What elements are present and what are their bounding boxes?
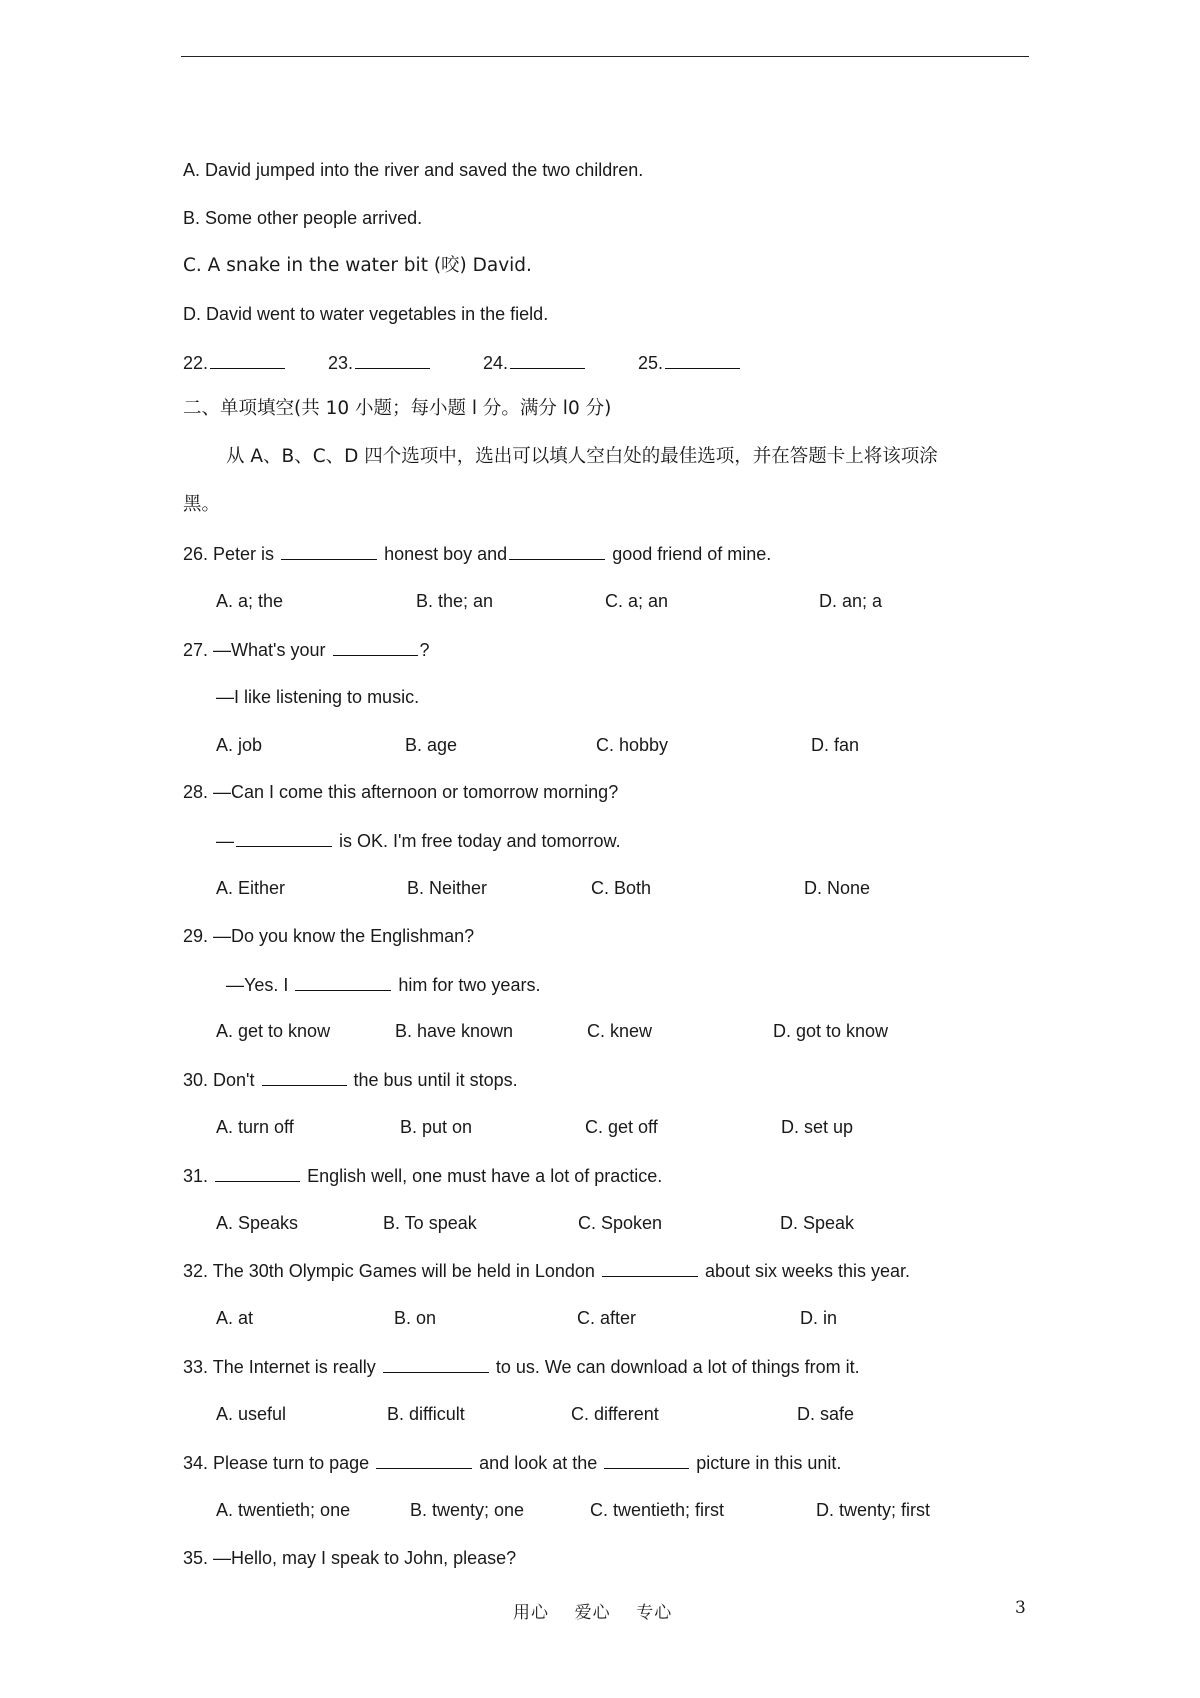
question-27: 27. —What's your ?	[183, 637, 430, 662]
q30-option-c[interactable]: C. get off	[585, 1117, 658, 1137]
q31-option-a[interactable]: A. Speaks	[216, 1213, 299, 1233]
story-event-d: D. David went to water vegetables in the field.	[183, 304, 549, 324]
section-heading: 二、单项填空(共 10 小题；每小题 l 分。满分 l0 分)	[183, 398, 612, 419]
answer-slot-24[interactable]: 24.	[483, 350, 587, 375]
section-instruction: 从 A、B、C、D 四个选项中，选出可以填人空白处的最佳选项，并在答题卡上将该项涂	[226, 446, 938, 467]
blank[interactable]	[215, 1163, 300, 1182]
q31-option-b[interactable]: B. To speak	[383, 1213, 477, 1233]
q28-option-b[interactable]: B. Neither	[407, 878, 488, 898]
q26-option-b[interactable]: B. the; an	[416, 591, 494, 611]
question-28-reply: — is OK. I'm free today and tomorrow.	[216, 828, 621, 853]
question-26: 26. Peter is honest boy and good friend of mine.	[183, 541, 771, 566]
question-34: 34. Please turn to page and look at the picture in this unit.	[183, 1450, 841, 1475]
q31-option-c[interactable]: C. Spoken	[578, 1213, 663, 1233]
blank[interactable]	[602, 1258, 698, 1277]
q34-option-c[interactable]: C. twentieth; first	[590, 1500, 725, 1520]
q34-option-a[interactable]: A. twentieth; one	[216, 1500, 351, 1520]
blank[interactable]	[236, 828, 332, 847]
question-28: 28. —Can I come this afternoon or tomorrow morning?	[183, 782, 619, 802]
section-instruction-cont: 黑。	[183, 494, 221, 515]
question-33: 33. The Internet is really to us. We can download a lot of things from it.	[183, 1354, 860, 1379]
blank[interactable]	[604, 1450, 689, 1469]
q28-option-c[interactable]: C. Both	[591, 878, 652, 898]
q27-option-c[interactable]: C. hobby	[596, 735, 669, 755]
footer-motto: 用心 爱心 专心	[513, 1603, 673, 1623]
q33-option-a[interactable]: A. useful	[216, 1404, 287, 1424]
question-32: 32. The 30th Olympic Games will be held in London about six weeks this year.	[183, 1258, 910, 1283]
answer-blank[interactable]	[210, 350, 285, 369]
blank[interactable]	[262, 1067, 347, 1086]
q26-option-c[interactable]: C. a; an	[605, 591, 669, 611]
answer-slot-25[interactable]: 25.	[638, 350, 742, 375]
story-event-a: A. David jumped into the river and saved the two children.	[183, 160, 644, 180]
q33-option-b[interactable]: B. difficult	[387, 1404, 465, 1424]
question-35: 35. —Hello, may I speak to John, please?	[183, 1548, 517, 1568]
q34-option-d[interactable]: D. twenty; first	[816, 1500, 931, 1520]
q32-option-d[interactable]: D. in	[800, 1308, 838, 1328]
question-27-reply: —I like listening to music.	[216, 687, 420, 707]
q26-option-a[interactable]: A. a; the	[216, 591, 284, 611]
q32-option-a[interactable]: A. at	[216, 1308, 254, 1328]
q29-option-c[interactable]: C. knew	[587, 1021, 653, 1041]
q27-option-a[interactable]: A. job	[216, 735, 263, 755]
story-event-c: C. A snake in the water bit (咬) David.	[183, 255, 532, 276]
answer-slot-23[interactable]: 23.	[328, 350, 432, 375]
page-number: 3	[1015, 1598, 1026, 1618]
question-29: 29. —Do you know the Englishman?	[183, 926, 475, 946]
q29-option-b[interactable]: B. have known	[395, 1021, 514, 1041]
q33-option-d[interactable]: D. safe	[797, 1404, 855, 1424]
header-rule	[181, 56, 1029, 57]
q28-option-d[interactable]: D. None	[804, 878, 871, 898]
blank[interactable]	[509, 541, 605, 560]
question-29-reply: —Yes. I him for two years.	[226, 972, 540, 997]
blank[interactable]	[333, 637, 418, 656]
q29-option-a[interactable]: A. get to know	[216, 1021, 331, 1041]
q31-option-d[interactable]: D. Speak	[780, 1213, 855, 1233]
q34-option-b[interactable]: B. twenty; one	[410, 1500, 525, 1520]
q27-option-b[interactable]: B. age	[405, 735, 458, 755]
story-event-b: B. Some other people arrived.	[183, 208, 423, 228]
blank[interactable]	[281, 541, 377, 560]
question-31: 31. English well, one must have a lot of practice.	[183, 1163, 662, 1188]
q26-option-d[interactable]: D. an; a	[819, 591, 883, 611]
q33-option-c[interactable]: C. different	[571, 1404, 659, 1424]
q30-option-b[interactable]: B. put on	[400, 1117, 473, 1137]
q32-option-b[interactable]: B. on	[394, 1308, 437, 1328]
q29-option-d[interactable]: D. got to know	[773, 1021, 889, 1041]
answer-blank[interactable]	[355, 350, 430, 369]
blank[interactable]	[383, 1354, 489, 1373]
answer-blank[interactable]	[510, 350, 585, 369]
q27-option-d[interactable]: D. fan	[811, 735, 860, 755]
blank[interactable]	[376, 1450, 472, 1469]
question-30: 30. Don't the bus until it stops.	[183, 1067, 518, 1092]
q30-option-d[interactable]: D. set up	[781, 1117, 854, 1137]
answer-slot-22[interactable]: 22.	[183, 350, 287, 375]
blank[interactable]	[295, 972, 391, 991]
q28-option-a[interactable]: A. Either	[216, 878, 286, 898]
q32-option-c[interactable]: C. after	[577, 1308, 637, 1328]
q30-option-a[interactable]: A. turn off	[216, 1117, 294, 1137]
answer-blank[interactable]	[665, 350, 740, 369]
